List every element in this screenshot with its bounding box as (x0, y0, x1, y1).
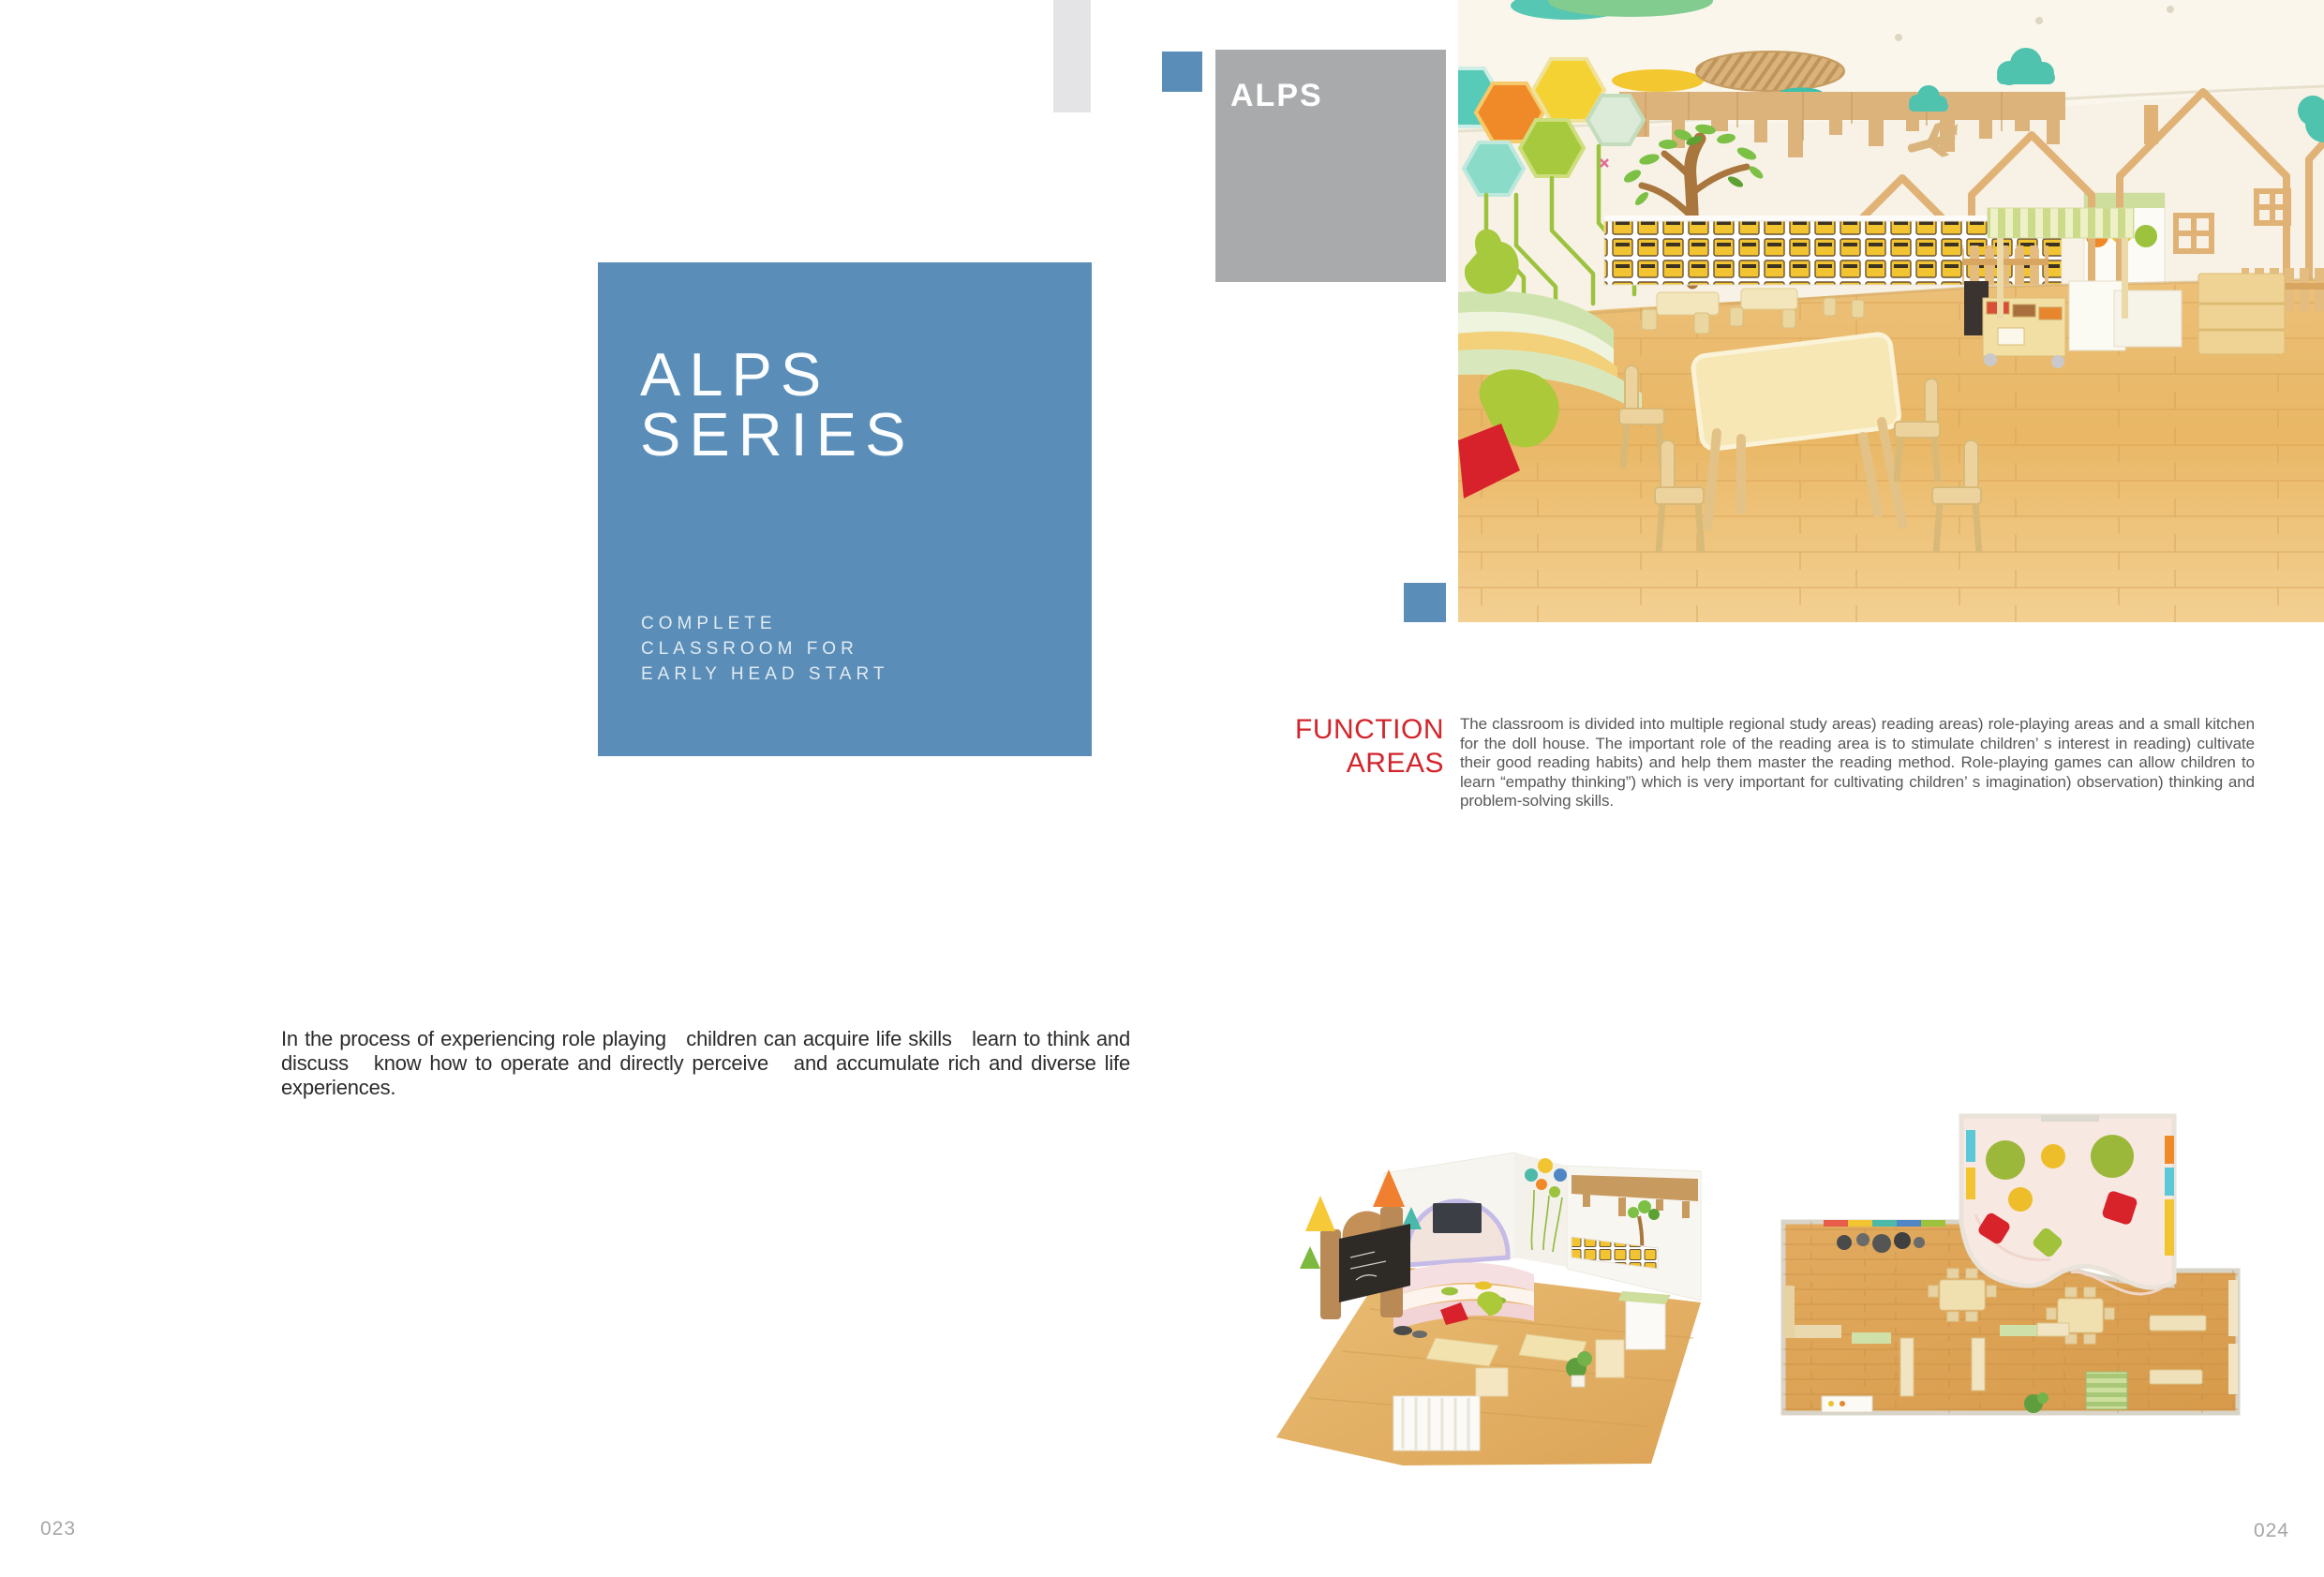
page-number-left: 023 (40, 1518, 77, 1540)
function-areas-heading (1265, 713, 1444, 781)
series-tag-block (1215, 50, 1446, 282)
series-subtitle (641, 611, 888, 687)
classroom-photo (1458, 0, 2324, 622)
series-subtitle-line2: CLASSROOM FOR (641, 639, 858, 659)
series-subtitle-line3: EARLY HEAD START (641, 664, 889, 684)
series-title-line1: ALPS (640, 340, 830, 409)
series-tag-label: ALPS (1230, 78, 1323, 113)
isometric-classroom-render (1253, 1117, 1764, 1465)
series-subtitle-line1: COMPLETE (641, 614, 777, 633)
function-areas-heading-line1: FUNCTION (1295, 714, 1444, 745)
classroom-photo-illustration (1458, 0, 2324, 622)
isometric-render-illustration (1253, 1117, 1764, 1465)
page-number-right: 024 (2253, 1520, 2289, 1541)
decor-gray-bar (1053, 0, 1091, 112)
decor-blue-square-top (1162, 52, 1202, 92)
series-title (640, 340, 915, 469)
floorplan-illustration (1769, 1102, 2254, 1430)
series-title-line2: SERIES (640, 400, 915, 469)
decor-blue-square-bottom (1404, 583, 1446, 622)
series-title-block (598, 262, 1092, 756)
chimney (2144, 105, 2158, 144)
intro-paragraph: In the process of experiencing role playing children can acquire life skills learn to think and discuss know how to operate and directly perceive and accumulate rich and diverse life experiences. (281, 1027, 1136, 1099)
function-areas-paragraph: The classroom is divided into multiple regional study areas) reading areas) role-playing areas and a small kitchen for the doll house. The important role of the reading area is to stimulate children’ s interest in reading) cultivate their good reading habits) and help them master the reading method. Role-playing games can allow children to learn “empathy thinking”) which is very important for cultivating children’ s imagination) observation) thinking and problem-solving skills. (1460, 715, 2255, 810)
function-areas-heading-line2: AREAS (1346, 748, 1444, 779)
floorplan-render (1769, 1102, 2254, 1430)
